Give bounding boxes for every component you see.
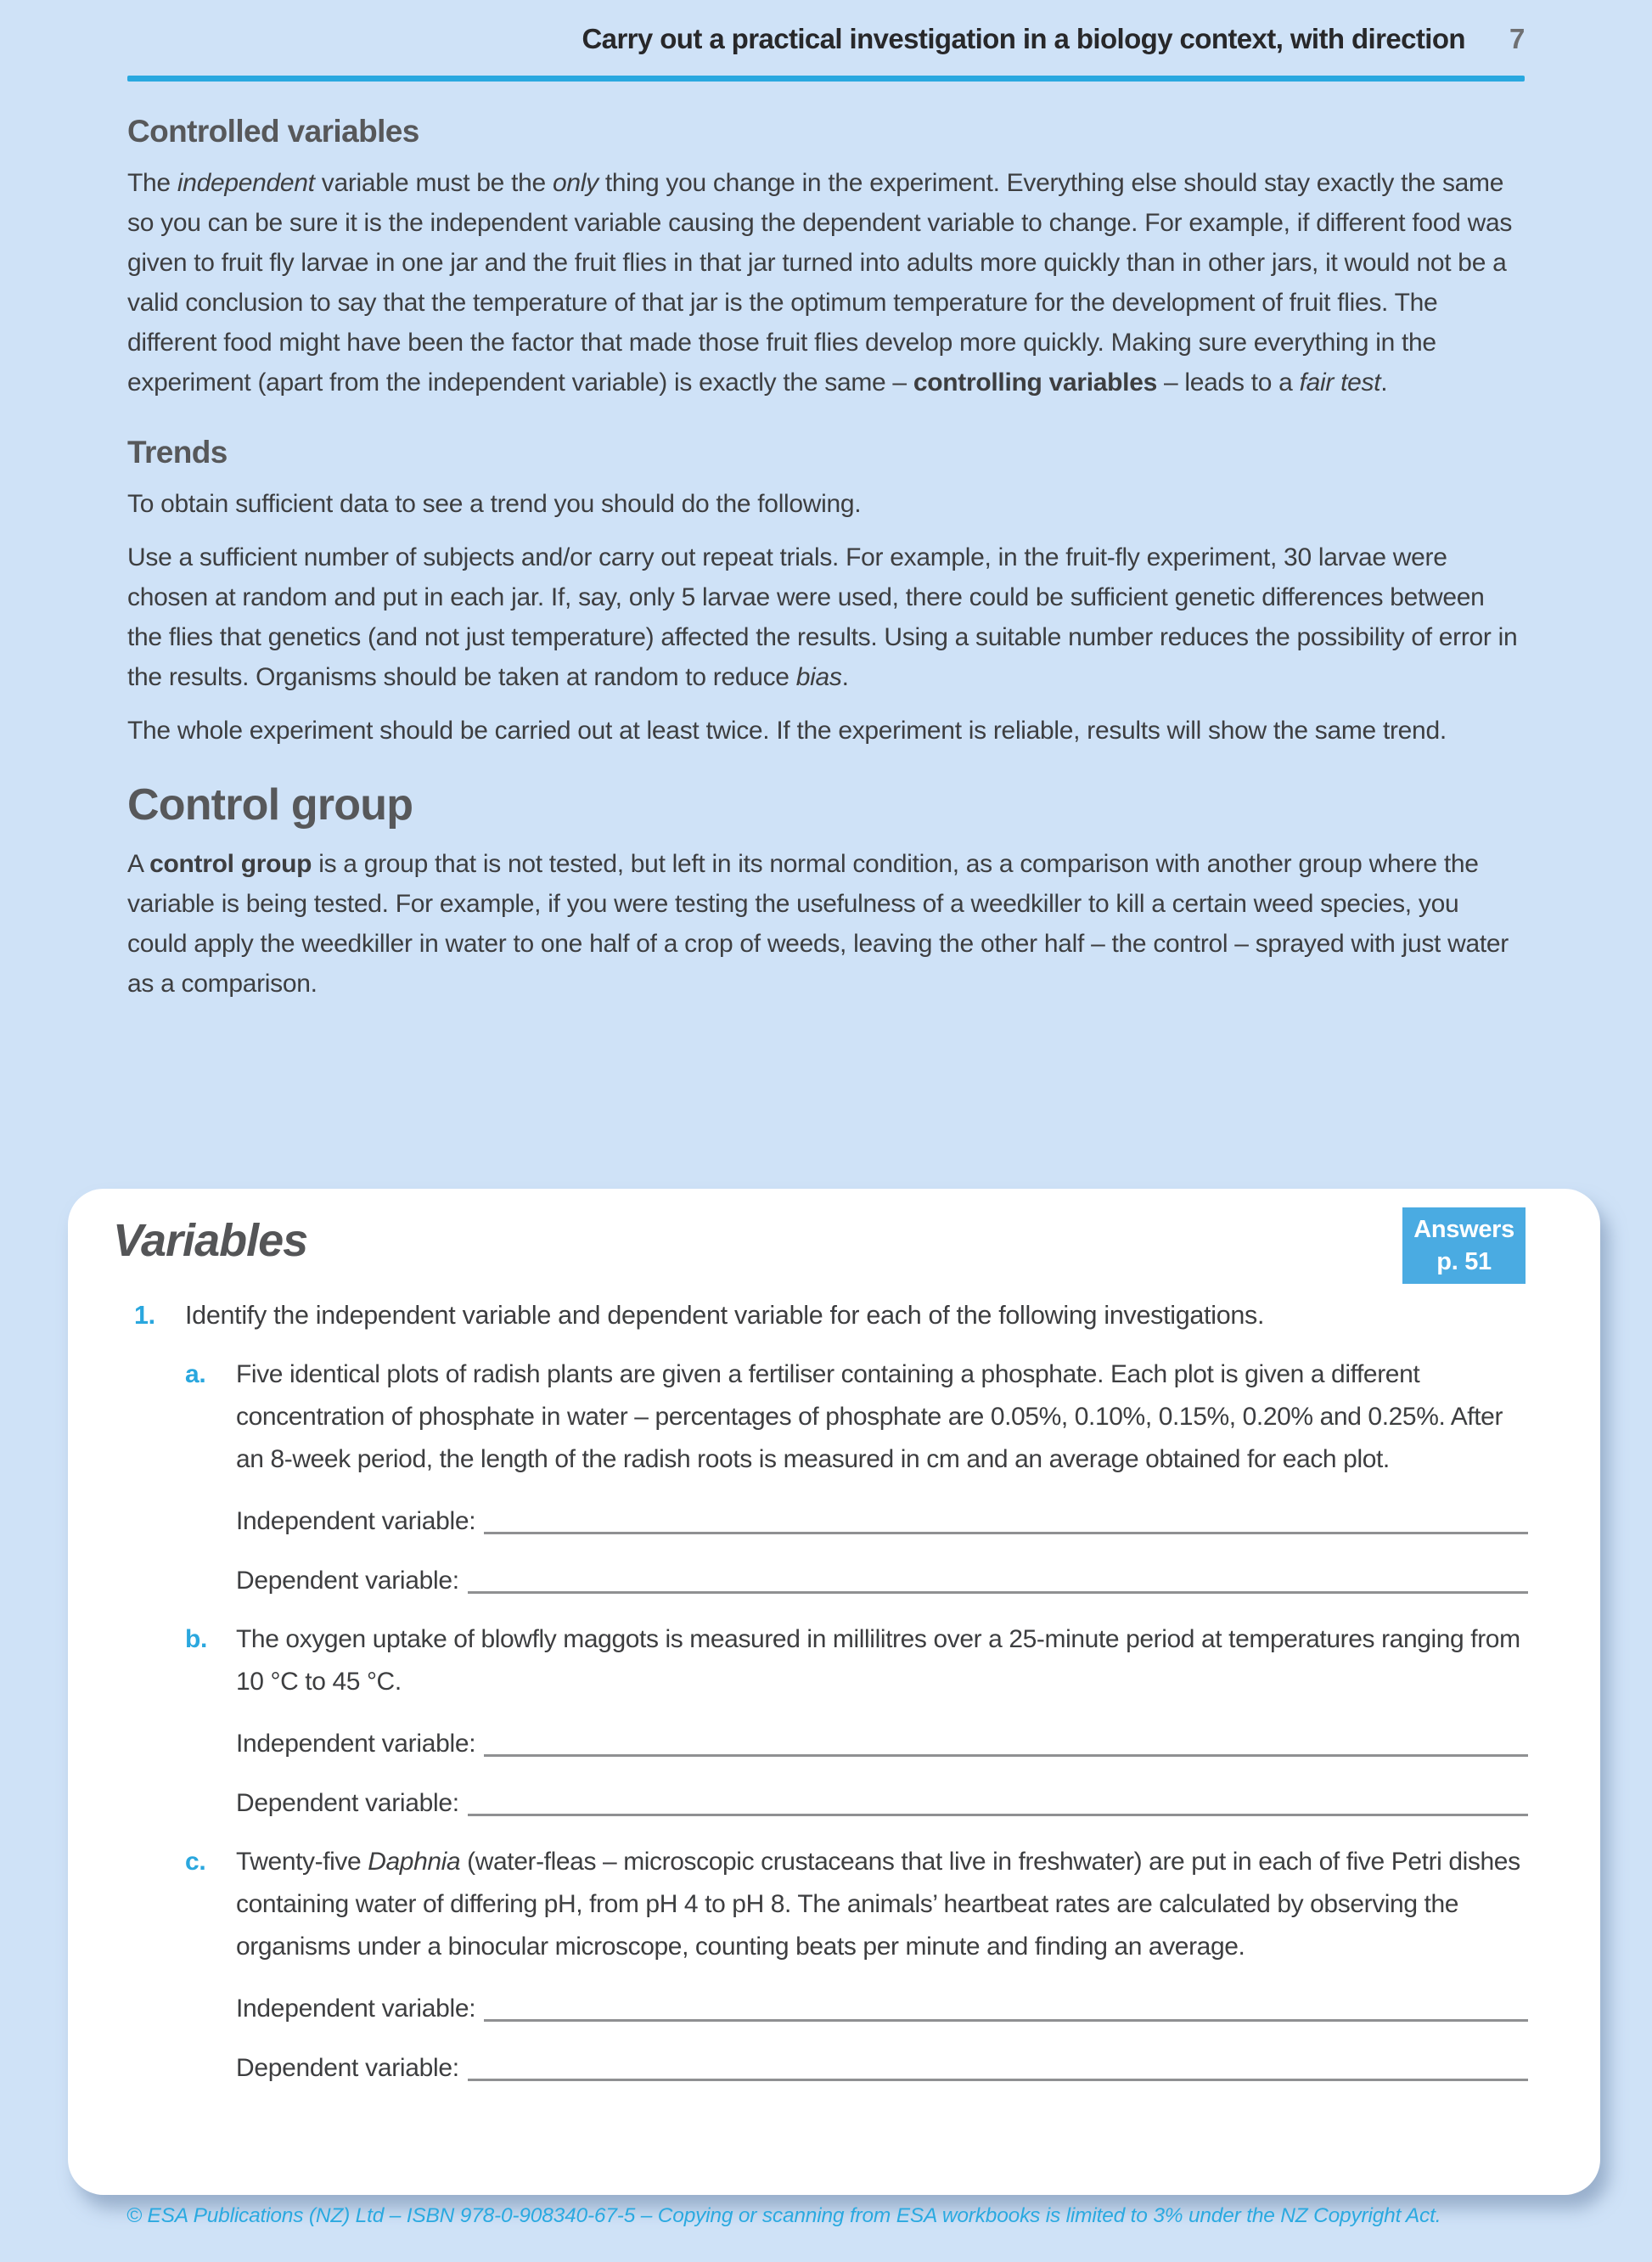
card-title: Variables (113, 1215, 308, 1266)
page-content (0, 0, 1652, 1004)
heading-controlled-variables: Controlled variables (127, 114, 419, 149)
text-segment: . (841, 663, 849, 691)
copyright-footer: © ESA Publications (NZ) Ltd – ISBN 978-0-908340-67-5 – Copying or scanning from ESA workbooks is limited to 3% under the NZ Copyright Act. (126, 2204, 1441, 2227)
text-segment: – leads to a (1156, 369, 1300, 397)
part-a-text (236, 1353, 1528, 1481)
paragraph-controlled-variables (127, 163, 1525, 402)
question-1-text (185, 1296, 1264, 1335)
text-segment: bias (795, 663, 842, 691)
independent-variable-label: Independent variable: (236, 1507, 476, 1535)
part-a-dependent-answer-line[interactable] (468, 1590, 1528, 1594)
header-title: Carry out a practical investigation in a biology context, with direction (582, 23, 1465, 54)
dependent-variable-label: Dependent variable: (236, 1789, 459, 1817)
answers-page-badge (1402, 1207, 1526, 1284)
independent-variable-label: Independent variable: (236, 1995, 476, 2023)
text-segment: Five identical plots of radish plants are given a fertiliser containing a phosphate. Each plot is given a different concentration of phosphate in water – percentages of phosphate are 0.05%, 0.10%, 0.15%, 0.20% and 0.25%. After an 8-week period, the length of the radish roots is measured in cm and an average obtained for each plot. (236, 1360, 1503, 1473)
part-a-dependent-row (236, 1562, 1528, 1600)
question-1-part-b (185, 1618, 1528, 1822)
heading-trends: Trends (127, 435, 228, 470)
answers-badge-line1: Answers (1413, 1216, 1514, 1243)
part-a-independent-row (236, 1503, 1528, 1540)
question-1-part-a (185, 1353, 1528, 1600)
text-segment: variable must be the (314, 169, 553, 197)
answers-badge-line2: p. 51 (1436, 1248, 1492, 1275)
paragraph-trends-2 (127, 537, 1525, 697)
page-number: 7 (1509, 23, 1525, 54)
text-segment: The oxygen uptake of blowfly maggots is measured in millilitres over a 25-minute period at temperatures ranging from 10 °C to 45 °C. (236, 1625, 1520, 1696)
text-segment: . (1380, 369, 1388, 397)
header-rule (127, 76, 1525, 82)
text-segment: Twenty-five (236, 1848, 368, 1876)
text-segment: is a group that is not tested, but left in its normal condition, as a comparison with another group where the variable is being tested. For example, if you were testing the usefulness of a weedkiller to kill a certain weed species, you could apply the weedkiller in water to one half of a crop of weeds, leaving the other half – the control – sprayed with just water as a comparison. (127, 850, 1509, 998)
text-segment: Daphnia (368, 1848, 461, 1876)
part-b-letter: b. (185, 1625, 208, 1653)
text-segment: control group (149, 850, 312, 878)
text-segment: Use a sufficient number of subjects and/or carry out repeat trials. For example, in the fruit-fly experiment, 30 larvae were chosen at random and put in each jar. If, say, only 5 larvae were used, there could be sufficient genetic differences between the flies that genetics (and not just temperature) affected the results. Using a suitable number reduces the possibility of error in the results. Organisms should be taken at random to reduce (127, 543, 1518, 691)
part-c-dependent-row (236, 2050, 1528, 2087)
part-b-text (236, 1618, 1528, 1703)
part-b-dependent-row (236, 1785, 1528, 1822)
part-b-independent-row (236, 1725, 1528, 1763)
page-header (127, 0, 1525, 55)
part-b-independent-answer-line[interactable] (484, 1753, 1528, 1757)
text-segment: To obtain sufficient data to see a trend you should do the following. (127, 490, 862, 518)
dependent-variable-label: Dependent variable: (236, 1567, 459, 1595)
part-b-dependent-answer-line[interactable] (468, 1812, 1528, 1816)
text-segment: independent (177, 169, 315, 197)
text-segment: fair test (1299, 369, 1381, 397)
text-segment: (water-fleas – microscopic crustaceans that live in freshwater) are put in each of five Petri dishes containing water of differing pH, from pH 4 to pH 8. The animals’ heartbeat rates are calculated by observing the organisms under a binocular microscope, counting beats per minute and finding an average. (236, 1848, 1520, 1961)
part-c-letter: c. (185, 1848, 206, 1876)
variables-activity-card (68, 1189, 1600, 2195)
part-c-body (236, 1841, 1528, 2087)
part-a-letter: a. (185, 1360, 206, 1388)
text-segment: controlling variables (913, 369, 1157, 397)
question-1-number: 1. (134, 1301, 155, 1330)
heading-control-group: Control group (127, 780, 413, 830)
part-b-body (236, 1618, 1528, 1822)
paragraph-trends-3 (127, 711, 1525, 751)
text-segment: Identify the independent variable and dependent variable for each of the following investigations. (185, 1301, 1265, 1330)
part-c-independent-row (236, 1990, 1528, 2028)
question-1 (134, 1296, 1528, 1335)
text-segment: only (552, 169, 598, 197)
part-c-independent-answer-line[interactable] (484, 2017, 1528, 2022)
text-segment: The (127, 169, 177, 197)
text-segment: A (127, 850, 150, 878)
text-segment: thing you change in the experiment. Everything else should stay exactly the same so you can be sure it is the independent variable causing the dependent variable to change. For example, if different food was given to fruit fly larvae in one jar and the fruit flies in that jar turned into adults more quickly than in other jars, it would not be a valid conclusion to say that the temperature of that jar is the optimum temperature for the development of fruit flies. The different food might have been the factor that made those fruit flies develop more quickly. Making sure everything in the experiment (apart from the independent variable) is exactly the same – (127, 169, 1513, 397)
paragraph-trends-1 (127, 484, 1525, 524)
paragraph-control-group (127, 844, 1525, 1004)
part-c-dependent-answer-line[interactable] (468, 2077, 1528, 2081)
dependent-variable-label: Dependent variable: (236, 2054, 459, 2082)
part-a-independent-answer-line[interactable] (484, 1530, 1528, 1534)
independent-variable-label: Independent variable: (236, 1730, 476, 1758)
text-segment: The whole experiment should be carried out at least twice. If the experiment is reliable, results will show the same trend. (127, 717, 1447, 745)
question-1-part-c (185, 1841, 1528, 2087)
part-c-text (236, 1841, 1528, 1968)
part-a-body (236, 1353, 1528, 1600)
